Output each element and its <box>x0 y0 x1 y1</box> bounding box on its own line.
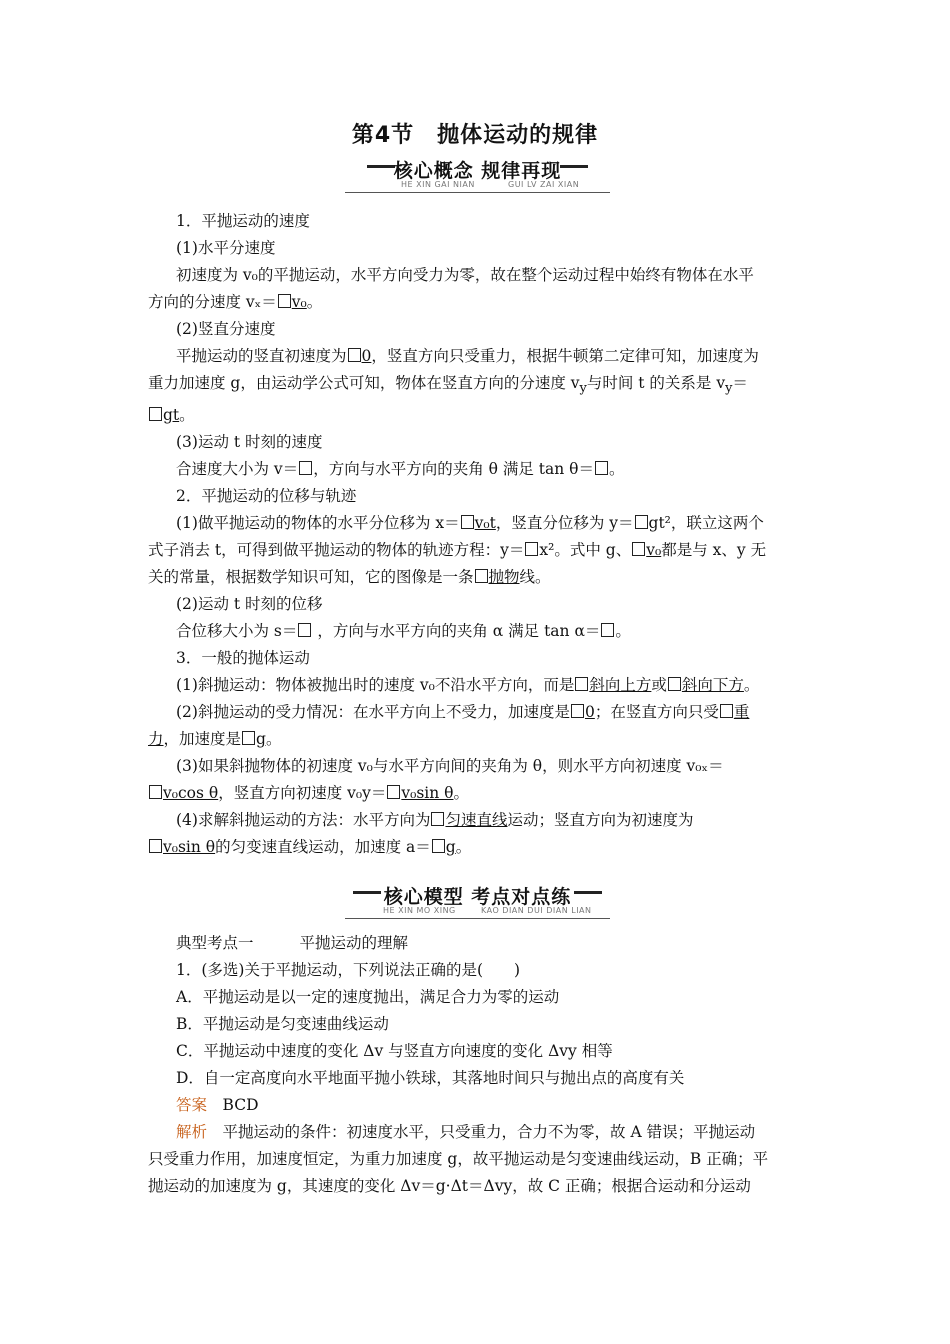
explanation-line: 抛运动的加速度为 g，其速度的变化 Δv＝g·Δt＝Δvy，故 C 正确；根据合运动和分运动 <box>148 1177 751 1195</box>
section-banner-concepts <box>345 156 610 198</box>
paragraph-line: (1)斜抛运动：物体被抛出时的速度 v₀不沿水平方向，而是 斜向上方或 斜向下方。 <box>176 676 760 695</box>
paragraph-line: 合位移大小为 s＝ ，方向与水平方向的夹角 α 满足 tan α＝ 。 <box>176 622 631 641</box>
blank-box <box>575 677 588 691</box>
blank-box <box>298 623 311 637</box>
paragraph-line: 方向的分速度 vₓ＝ v₀。 <box>148 293 323 311</box>
paragraph-line: (1)做平抛运动的物体的水平分位移为 x＝ v₀t，竖直分位移为 y＝ gt²，联立这两个 <box>176 514 764 533</box>
blank-box <box>387 785 400 799</box>
heading: 2．平抛运动的位移与轨迹 <box>176 487 357 506</box>
blank-box <box>461 515 474 529</box>
blank-box <box>149 407 162 421</box>
subheading: (3)运动 t 时刻的速度 <box>176 433 323 452</box>
explanation-line: 只受重力作用，加速度恒定，为重力加速度 g，故平抛运动是匀变速曲线运动，B 正确；平 <box>148 1150 769 1168</box>
blank-box <box>242 731 255 745</box>
blank-box <box>149 785 162 799</box>
blank-box <box>432 839 445 853</box>
option-a: A．平抛运动是以一定的速度抛出，满足合力为零的运动 <box>176 988 560 1006</box>
option-b: B．平抛运动是匀变速曲线运动 <box>176 1015 389 1033</box>
section-concepts <box>148 208 808 861</box>
explanation-label: 解析 <box>176 1123 208 1141</box>
banner-title: 核心概念 规律再现 <box>393 160 562 182</box>
blank-box <box>571 704 584 718</box>
banner-pinyin-right: KAO DIAN DUI DIAN LIAN <box>481 906 592 915</box>
blank-box <box>299 461 312 475</box>
banner-underline <box>345 918 610 919</box>
topic-heading: 典型考点一 平抛运动的理解 <box>176 934 409 952</box>
banner-pinyin-left: HE XIN GAI NIAN <box>401 180 475 189</box>
blank-box <box>525 542 538 556</box>
paragraph-line: v₀cos θ，竖直方向初速度 v₀y＝ v₀sin θ。 <box>148 780 808 807</box>
paragraph-line: 关的常量，根据数学知识可知，它的图像是一条 抛物线。 <box>148 568 551 587</box>
paragraph-line: 重力加速度 g，由运动学公式可知，物体在竖直方向的分速度 $v_y$与时间 t 的关系是 $v_y=$ <box>148 374 748 397</box>
banner-title: 核心模型 考点对点练 <box>383 886 572 908</box>
subheading: (1)水平分速度 <box>176 239 276 257</box>
answer-value: BCD <box>222 1096 259 1114</box>
blank-box <box>431 812 444 826</box>
paragraph-line: gt。 <box>148 402 808 429</box>
heading: 1．平抛运动的速度 <box>176 212 310 230</box>
paragraph-line: 平抛运动的竖直初速度为 0，竖直方向只受重力，根据牛顿第二定律可知，加速度为 <box>176 347 759 365</box>
question: 1．(多选)关于平抛运动，下列说法正确的是( ) <box>176 961 521 979</box>
paragraph-line: 初速度为 v₀的平抛运动，水平方向受力为零，故在整个运动过程中始终有物体在水平 <box>176 266 754 284</box>
blank-box <box>632 542 645 556</box>
paragraph-line: (4)求解斜抛运动的方法：水平方向为 匀速直线运动；竖直方向为初速度为 <box>176 811 694 830</box>
explanation-line: 解析 平抛运动的条件：初速度水平，只受重力，合力不为零，故 A 错误；平抛运动 <box>176 1123 756 1141</box>
answer-label: 答案 <box>176 1096 208 1114</box>
blank-box <box>601 623 614 637</box>
banner-underline <box>345 192 610 193</box>
paragraph-line: 合速度大小为 v＝ ，方向与水平方向的夹角 θ 满足 tan θ＝ 。 <box>176 460 625 479</box>
answer-line <box>148 1092 808 1119</box>
subheading: (2)运动 t 时刻的位移 <box>176 595 323 614</box>
paragraph-line: v₀sin θ的匀变速直线运动，加速度 a＝ g。 <box>148 834 808 861</box>
heading: 3．一般的抛体运动 <box>176 649 310 668</box>
blank-box <box>149 839 162 853</box>
blank-box <box>668 677 681 691</box>
blank-box <box>278 294 291 308</box>
option-d: D．自一定高度向水平地面平抛小铁球，其落地时间只与抛出点的高度有关 <box>176 1069 685 1087</box>
banner-pinyin-left: HE XIN MO XING <box>383 906 456 915</box>
blank-box <box>635 515 648 529</box>
section-models <box>148 930 808 1200</box>
banner-pinyin-right: GUI LV ZAI XIAN <box>508 180 580 189</box>
option-c: C．平抛运动中速度的变化 Δv 与竖直方向速度的变化 Δvy 相等 <box>176 1042 613 1060</box>
blank-box <box>475 569 488 583</box>
paragraph-line: 式子消去 t，可得到做平抛运动的物体的轨迹方程：y＝ x²。式中 g、 v₀都是与 x、y 无 <box>148 541 767 560</box>
blank-box <box>595 461 608 475</box>
paragraph-line: 力，加速度是 g。 <box>148 730 282 749</box>
paragraph-line: (3)如果斜抛物体的初速度 v₀与水平方向间的夹角为 θ，则水平方向初速度 v₀ₓ＝ <box>176 757 724 776</box>
blank-box <box>348 348 361 362</box>
subheading: (2)竖直分速度 <box>176 320 276 338</box>
page-title: 第4节 抛体运动的规律 <box>351 123 599 148</box>
blank-box <box>720 704 733 718</box>
paragraph-line: (2)斜抛运动的受力情况：在水平方向上不受力，加速度是 0；在竖直方向只受 重 <box>176 703 750 722</box>
section-banner-models <box>345 882 610 924</box>
